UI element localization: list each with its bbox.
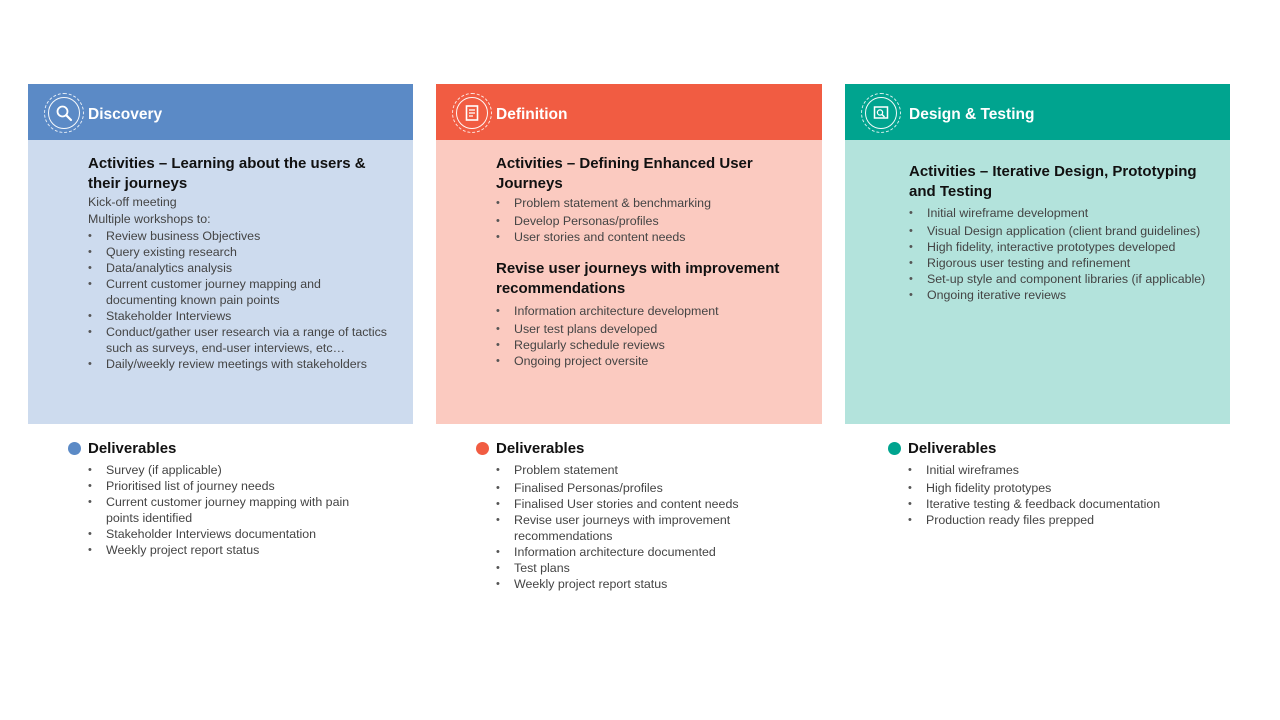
definition-activities-heading: Activities – Defining Enhanced User Journeys: [496, 155, 753, 192]
list-item: • Finalised Personas/profiles: [496, 480, 792, 496]
list-item: • Initial wireframes: [908, 462, 1200, 478]
design-testing-icon-ring: [861, 93, 901, 133]
list-item: • Initial wireframe development: [909, 205, 1208, 221]
list-item: • Finalised User stories and content needs: [496, 496, 792, 512]
definition-deliverables-title: Deliverables: [496, 440, 585, 457]
list-item: • Rigorous user testing and refinement: [909, 255, 1208, 271]
discovery-deliverables-title: Deliverables: [88, 440, 177, 457]
magnifier-icon: [48, 97, 80, 129]
list-item: • Stakeholder Interviews: [88, 308, 391, 324]
list-item: • Current customer journey mapping and documenting known pain points: [88, 276, 391, 308]
list-item: • Regularly schedule reviews: [496, 337, 800, 353]
list-item: • Visual Design application (client brand guidelines): [909, 223, 1208, 239]
discovery-activities-heading: Activities – Learning about the users & their journeys: [88, 155, 366, 192]
discovery-header: [28, 84, 413, 140]
list-item: • Stakeholder Interviews documentation: [88, 526, 383, 542]
design-testing-deliverables-list: [908, 462, 1200, 528]
discovery-icon-ring: [44, 93, 84, 133]
design-testing-deliverables-title: Deliverables: [908, 440, 997, 457]
design-review-icon: [865, 97, 897, 129]
design-testing-activities-heading: Activities – Iterative Design, Prototyping and Testing: [909, 163, 1197, 200]
list-item: • Ongoing iterative reviews: [909, 287, 1208, 303]
list-item: • Data/analytics analysis: [88, 260, 391, 276]
discovery-column: [28, 84, 413, 557]
definition-second-heading: Revise user journeys with improvement recommendations: [496, 260, 780, 297]
list-item: • Develop Personas/profiles: [496, 213, 800, 229]
list-item: • User stories and content needs: [496, 229, 800, 245]
list-item: • Weekly project report status: [88, 542, 383, 558]
definition-column: [436, 84, 822, 591]
definition-icon-ring: [452, 93, 492, 133]
discovery-deliverables-list: [88, 462, 383, 558]
list-item: • Current customer journey mapping with pain points identified: [88, 494, 383, 526]
list-item: • Review business Objectives: [88, 228, 391, 244]
list-item: • User test plans developed: [496, 321, 800, 337]
design-testing-column: [845, 84, 1230, 527]
list-item: • Problem statement: [496, 462, 792, 478]
list-item: • High fidelity, interactive prototypes developed: [909, 239, 1208, 255]
list-item: • Iterative testing & feedback documentation: [908, 496, 1200, 512]
list-item: • Query existing research: [88, 244, 391, 260]
definition-activities-list: [496, 195, 800, 245]
definition-bullet-dot: [476, 442, 489, 455]
design-testing-body: [845, 140, 1230, 424]
list-item: • Daily/weekly review meetings with stakeholders: [88, 356, 391, 372]
list-item: • Information architecture documented: [496, 544, 792, 560]
definition-header: [436, 84, 822, 140]
list-item: • Information architecture development: [496, 303, 800, 319]
definition-second-list: [496, 303, 800, 369]
design-testing-title: Design & Testing: [909, 106, 1035, 123]
design-testing-activities-list: [909, 205, 1208, 303]
definition-deliverables-list: [496, 462, 792, 592]
list-item: • Production ready files prepped: [908, 512, 1200, 528]
list-item: • Weekly project report status: [496, 576, 792, 592]
list-item: • Problem statement & benchmarking: [496, 195, 800, 211]
discovery-plain-line: Kick-off meeting: [88, 195, 177, 209]
list-item: • Revise user journeys with improvement recommendations: [496, 512, 792, 544]
list-item: • Conduct/gather user research via a range of tactics such as surveys, end-user interviews, etc…: [88, 324, 391, 356]
list-item: • Survey (if applicable): [88, 462, 383, 478]
list-item: • Set-up style and component libraries (if applicable): [909, 271, 1208, 287]
definition-body: [436, 140, 822, 424]
definition-title: Definition: [496, 106, 568, 123]
design-testing-bullet-dot: [888, 442, 901, 455]
document-icon: [456, 97, 488, 129]
list-item: • Prioritised list of journey needs: [88, 478, 383, 494]
list-item: • Ongoing project oversite: [496, 353, 800, 369]
discovery-body: [28, 140, 413, 424]
discovery-bullet-dot: [68, 442, 81, 455]
discovery-plain-line: Multiple workshops to:: [88, 212, 211, 226]
discovery-activities-list: [88, 228, 391, 372]
discovery-title: Discovery: [88, 106, 163, 123]
list-item: • High fidelity prototypes: [908, 480, 1200, 496]
list-item: • Test plans: [496, 560, 792, 576]
design-testing-header: [845, 84, 1230, 140]
